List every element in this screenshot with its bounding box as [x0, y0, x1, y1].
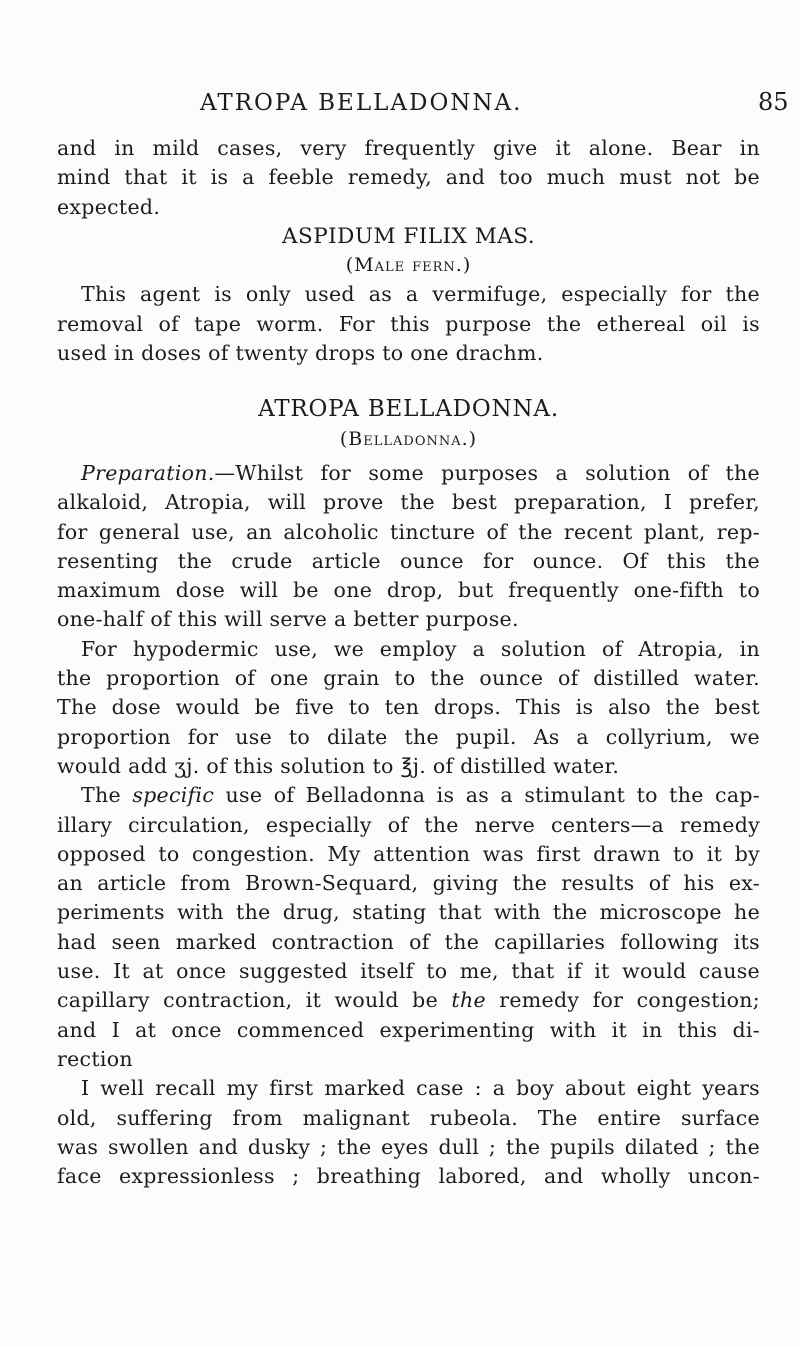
- text-line: proportion for use to dilate the pupil. As a collyrium, we: [57, 724, 760, 749]
- running-head: ATROPA BELLADONNA.: [200, 90, 523, 116]
- preparation-first-line: [57, 459, 760, 488]
- section-heading-aspidium: ASPIDUM FILIX MAS.: [281, 223, 536, 249]
- text-line: expected.: [57, 194, 161, 219]
- text-line: would add ʒj. of this solution to ℥j. of distilled water.: [57, 753, 620, 778]
- text-line: periments with the drug, stating that with the microscope he: [57, 900, 760, 925]
- text-line: an article from Brown-Sequard, giving the results of his ex-: [57, 871, 760, 896]
- text-line: maximum dose will be one drop, but frequently one-fifth to: [57, 578, 760, 603]
- text-line: face expressionless ; breathing labored, and wholly uncon-: [57, 1164, 760, 1189]
- emphasis-line: [57, 986, 760, 1015]
- text-line: alkaloid, Atropia, will prove the best preparation, I prefer,: [57, 490, 760, 515]
- text-line: the proportion of one grain to the ounce of distilled water.: [57, 666, 760, 691]
- specific-first-line-rest: use of Belladonna is as a stimulant to the cap-: [214, 783, 761, 808]
- text-line: old, suffering from malignant rubeola. The entire surface: [57, 1105, 760, 1130]
- text-line: resenting the crude article ounce for ounce. Of this the: [57, 548, 760, 573]
- preparation-label: Preparation.: [81, 460, 215, 485]
- specific-first-line: [57, 781, 760, 810]
- emphasis-line-start: capillary contraction, it would be: [57, 988, 452, 1013]
- text-line: removal of tape worm. For this purpose the ethereal oil is: [57, 311, 760, 336]
- text-line: used in doses of twenty drops to one drachm.: [57, 341, 544, 366]
- text-line: and I at once commenced experimenting with it in this di-: [57, 1017, 760, 1042]
- page-body: [57, 134, 760, 1191]
- text-line: for general use, an alcoholic tincture of the recent plant, rep-: [57, 519, 760, 544]
- specific-emphasis: specific: [132, 783, 215, 808]
- page-number: 85: [758, 88, 789, 116]
- text-line: rection: [57, 1046, 133, 1071]
- text-line: was swollen and dusky ; the eyes dull ; the pupils dilated ; the: [57, 1134, 760, 1159]
- preparation-first-line-text: —Whilst for some purposes a solution of the: [214, 460, 760, 485]
- text-line: one-half of this will serve a better purpose.: [57, 607, 519, 632]
- section-heading-atropa: ATROPA BELLADONNA.: [258, 396, 559, 423]
- text-line: The dose would be five to ten drops. This is also the best: [57, 695, 760, 720]
- text-line: I well recall my first marked case : a boy about eight years: [81, 1076, 760, 1101]
- text-line: use. It at once suggested itself to me, that if it would cause: [57, 959, 760, 984]
- text-line: This agent is only used as a vermifuge, especially for the: [81, 282, 760, 307]
- section-subheading-atropa: (Belladonna.): [339, 427, 478, 450]
- text-line: illary circulation, especially of the nerve centers—a remedy: [57, 812, 760, 837]
- text-line: opposed to congestion. My attention was first drawn to it by: [57, 841, 760, 866]
- emphasis-word: the: [451, 988, 486, 1013]
- text-line: and in mild cases, very frequently give it alone. Bear in: [57, 136, 760, 160]
- section-subheading-aspidium: (Male fern.): [345, 254, 472, 277]
- text-line: mind that it is a feeble remedy, and too much must not be: [57, 165, 760, 190]
- specific-first-line-start: The: [81, 783, 133, 808]
- text-line: had seen marked contraction of the capillaries following its: [57, 929, 760, 954]
- text-line: For hypodermic use, we employ a solution of Atropia, in: [81, 636, 760, 661]
- emphasis-line-rest: remedy for congestion;: [485, 988, 760, 1013]
